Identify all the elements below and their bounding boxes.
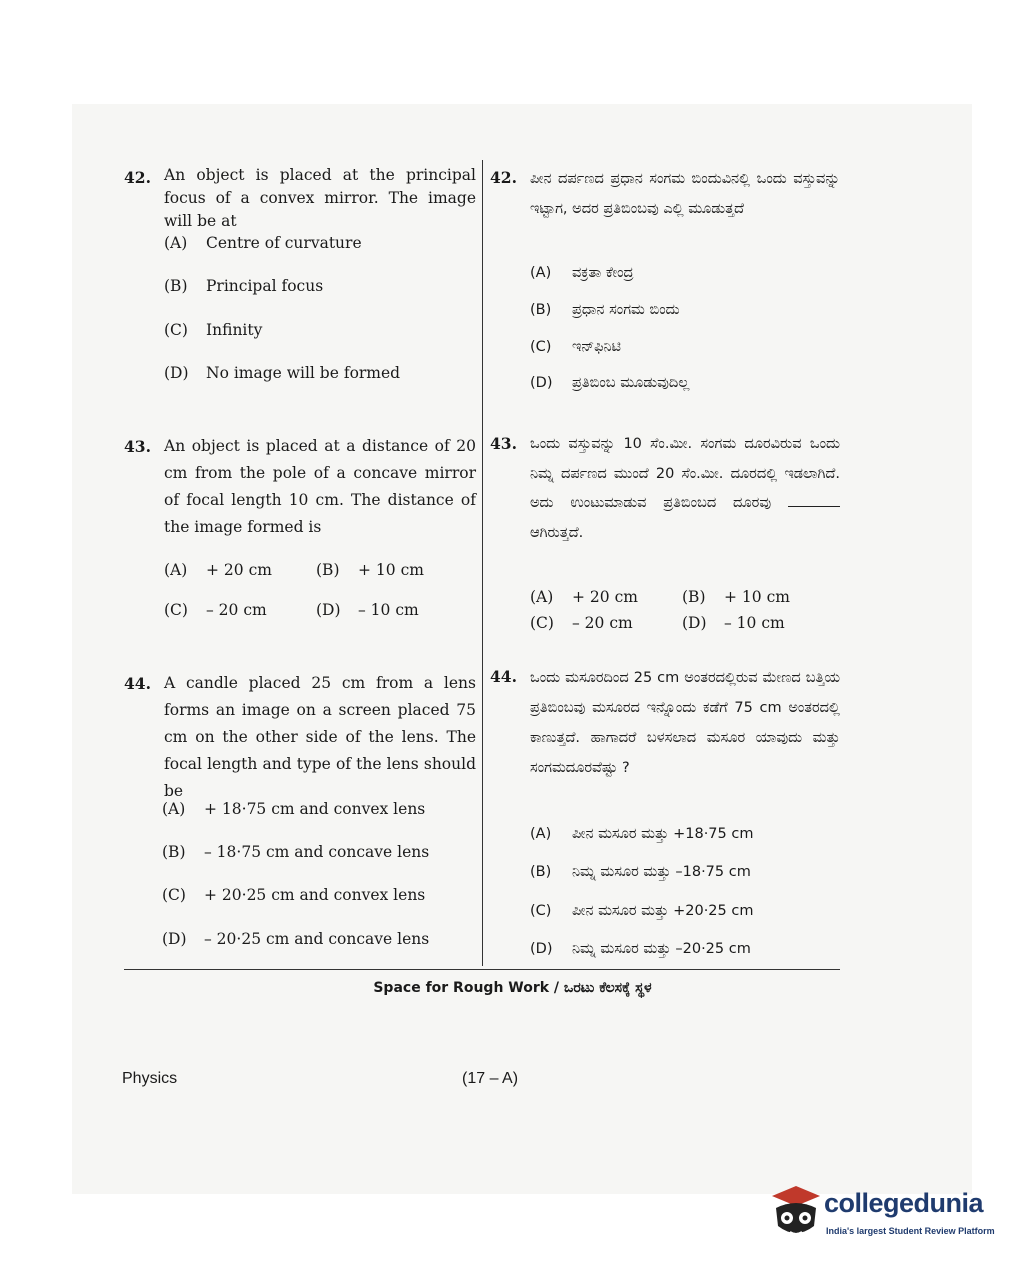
mascot-icon — [768, 1182, 822, 1244]
exam-page — [72, 104, 972, 1194]
option-b: (B) ನಿಮ್ನ ಮಸೂರ ಮತ್ತು –18·75 cm — [530, 864, 751, 880]
brand-name: collegedunia — [824, 1188, 984, 1218]
rough-work-label: Space for Rough Work / ಒರಟು ಕೆಲಸಕ್ಕೆ ಸ್ಥಳ — [373, 980, 652, 996]
option-c: (C) – 20 cm — [530, 614, 633, 632]
answer-blank — [788, 506, 840, 507]
question-text: ಒಂದು ವಸ್ತುವನ್ನು 10 ಸೆಂ.ಮೀ. ಸಂಗಮ ದೂರವಿರುವ ಒಂದು ನಿಮ್ನ ದರ್ಪಣದ ಮುಂದೆ 20 ಸೆಂ.ಮೀ. ದೂರದಲ್ಲಿ ಇಡಲಾಗಿದೆ. ಅದು ಉಂಟುಮಾಡುವ ಪ್ರತಿಬಿಂಬದ ದೂರವು ಆಗಿರುತ್ತದೆ. — [530, 436, 840, 541]
option-c: (C) + 20·25 cm and convex lens — [162, 886, 426, 904]
question-number: 43. — [490, 434, 517, 453]
option-a: (A) + 20 cm — [530, 588, 638, 606]
footer-page-number: (17 – A) — [462, 1070, 519, 1087]
question-number: 42. — [490, 168, 517, 187]
brand-tagline: India's largest Student Review Platform — [826, 1226, 995, 1236]
option-d: (D) ನಿಮ್ನ ಮಸೂರ ಮತ್ತು –20·25 cm — [530, 941, 751, 957]
option-c: (C) ಇನ್‌ಫಿನಿಟಿ — [530, 339, 622, 355]
option-a: (A) ವಕ್ರತಾ ಕೇಂದ್ರ — [530, 265, 634, 281]
question-number: 43. — [124, 437, 151, 456]
option-a: (A) + 20 cm — [164, 561, 272, 579]
option-b: (B) ಪ್ರಧಾನ ಸಂಗಮ ಬಿಂದು — [530, 302, 680, 318]
question-text: An object is placed at a distance of 20 cm from the pole of a concave mirror of focal length 10 cm. The distance of the image formed is — [164, 437, 476, 536]
option-d: (D) – 10 cm — [682, 614, 785, 632]
option-b: (B) + 10 cm — [316, 561, 424, 579]
question-text: ಪೀನ ದರ್ಪಣದ ಪ್ರಧಾನ ಸಂಗಮ ಬಿಂದುವಿನಲ್ಲಿ ಒಂದು ವಸ್ತುವನ್ನು ಇಟ್ಟಾಗ, ಅದರ ಪ್ರತಿಬಿಂಬವು ಎಲ್ಲಿ ಮೂಡುತ್ತದೆ — [530, 171, 840, 217]
collegedunia-logo — [768, 1182, 998, 1252]
question-number: 42. — [124, 168, 151, 187]
question-text: An object is placed at the principal focus of a convex mirror. The image will be at — [164, 166, 476, 230]
question-text: ಒಂದು ಮಸೂರದಿಂದ 25 cm ಅಂತರದಲ್ಲಿರುವ ಮೇಣದ ಬತ್ತಿಯ ಪ್ರತಿಬಿಂಬವು ಮಸೂರದ ಇನ್ನೊಂದು ಕಡೆಗೆ 75 cm ಅಂತರದಲ್ಲಿ ಕಾಣುತ್ತದೆ. ಹಾಗಾದರೆ ಬಳಸಲಾದ ಮಸೂರ ಯಾವುದು ಮತ್ತು ಸಂಗಮದೂರವೆಷ್ಟು ? — [530, 670, 840, 776]
footer-subject: Physics — [122, 1070, 178, 1087]
rough-work-divider — [124, 969, 840, 970]
option-b: (B) Principal focus — [164, 277, 324, 295]
option-a: (A) ಪೀನ ಮಸೂರ ಮತ್ತು +18·75 cm — [530, 826, 754, 842]
option-c: (C) Infinity — [164, 321, 263, 339]
option-d: (D) ಪ್ರತಿಬಿಂಬ ಮೂಡುವುದಿಲ್ಲ — [530, 375, 690, 391]
question-number: 44. — [490, 667, 517, 686]
option-a: (A) + 18·75 cm and convex lens — [162, 800, 426, 818]
question-text: A candle placed 25 cm from a lens forms an image on a screen placed 75 cm on the other side of the lens. The focal length and type of the lens should be — [164, 674, 476, 800]
option-d: (D) – 20·25 cm and concave lens — [162, 930, 430, 948]
question-number: 44. — [124, 674, 151, 693]
option-c: (C) ಪೀನ ಮಸೂರ ಮತ್ತು +20·25 cm — [530, 903, 754, 919]
option-c: (C) – 20 cm — [164, 601, 267, 619]
column-divider — [482, 160, 483, 966]
option-d: (D) – 10 cm — [316, 601, 419, 619]
option-b: (B) + 10 cm — [682, 588, 790, 606]
option-a: (A) Centre of curvature — [164, 234, 362, 252]
option-d: (D) No image will be formed — [164, 364, 401, 382]
option-b: (B) – 18·75 cm and concave lens — [162, 843, 430, 861]
